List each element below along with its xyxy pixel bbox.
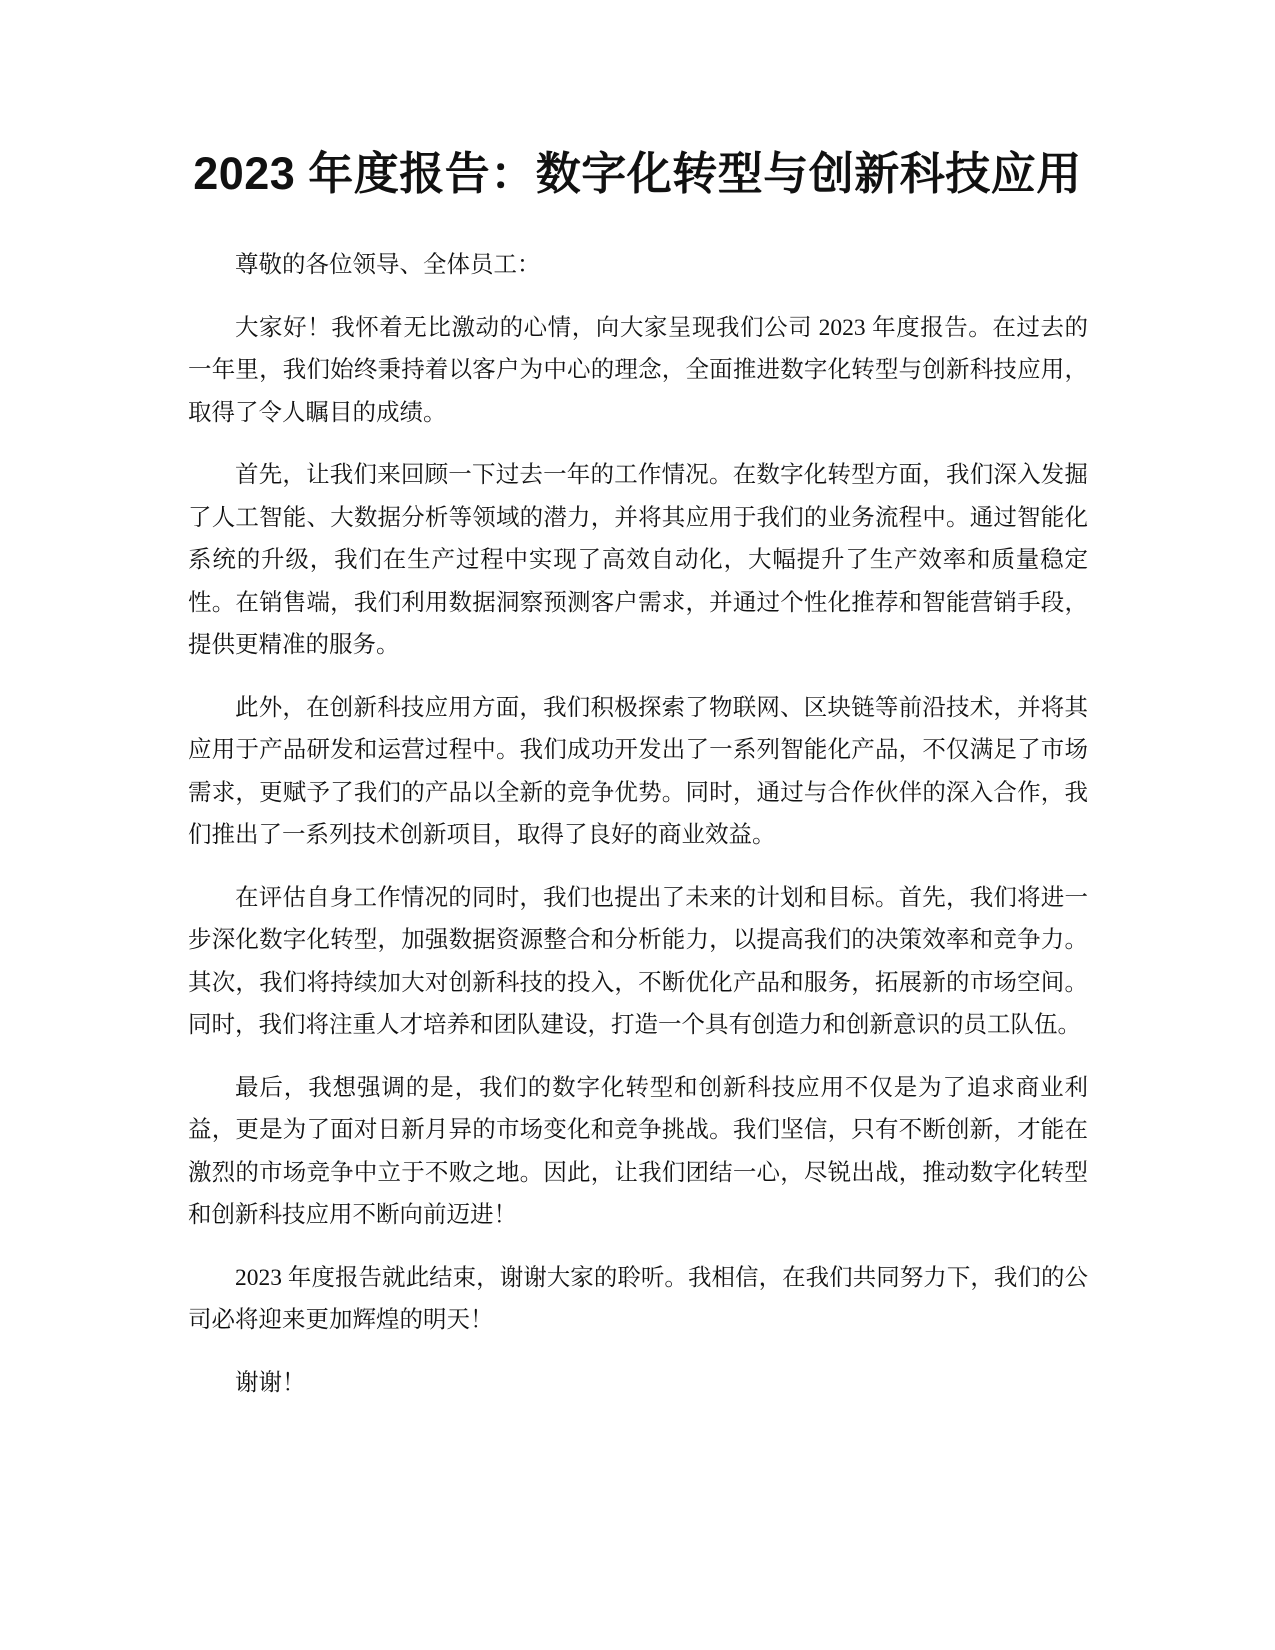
closing: 谢谢！ [235,1369,306,1396]
paragraph-plans: 在评估自身工作情况的同时，我们也提出了未来的计划和目标。首先，我们将进一步深化数字化转型，加强数据资源整合和分析能力，以提高我们的决策效率和竞争力。其次，我们将持续加大对创新科技的投入，不断优化产品和服务，拓展新的市场空间。同时，我们将注重人才培养和团队建设，打造一个具有创造力和创新意识的员工队伍。 [188,884,1088,1038]
salutation: 尊敬的各位领导、全体员工： [235,252,541,278]
page-title: 2023 年度报告：数字化转型与创新科技应用 [193,148,1082,199]
document-body [188,244,1088,1424]
paragraph-emphasis: 最后，我想强调的是，我们的数字化转型和创新科技应用不仅是为了追求商业利益，更是为了面对日新月异的市场变化和竞争挑战。我们坚信，只有不断创新，才能在激烈的市场竞争中立于不败之地。因此，让我们团结一心，尽锐出战，推动数字化转型和创新科技应用不断向前迈进！ [188,1074,1088,1228]
paragraph-conclusion: 2023 年度报告就此结束，谢谢大家的聆听。我相信，在我们共同努力下，我们的公司必将迎来更加辉煌的明天！ [188,1264,1088,1333]
paragraph-innovation: 此外，在创新科技应用方面，我们积极探索了物联网、区块链等前沿技术，并将其应用于产品研发和运营过程中。我们成功开发出了一系列智能化产品，不仅满足了市场需求，更赋予了我们的产品以全新的竞争优势。同时，通过与合作伙伴的深入合作，我们推出了一系列技术创新项目，取得了良好的商业效益。 [188,694,1088,848]
paragraph-review: 首先，让我们来回顾一下过去一年的工作情况。在数字化转型方面，我们深入发掘了人工智能、大数据分析等领域的潜力，并将其应用于我们的业务流程中。通过智能化系统的升级，我们在生产过程中实现了高效自动化，大幅提升了生产效率和质量稳定性。在销售端，我们利用数据洞察预测客户需求，并通过个性化推荐和智能营销手段，提供更精准的服务。 [188,462,1088,658]
paragraph-opening: 大家好！我怀着无比激动的心情，向大家呈现我们公司 2023 年度报告。在过去的一年里，我们始终秉持着以客户为中心的理念，全面推进数字化转型与创新科技应用，取得了令人瞩目的成绩。 [188,314,1088,426]
